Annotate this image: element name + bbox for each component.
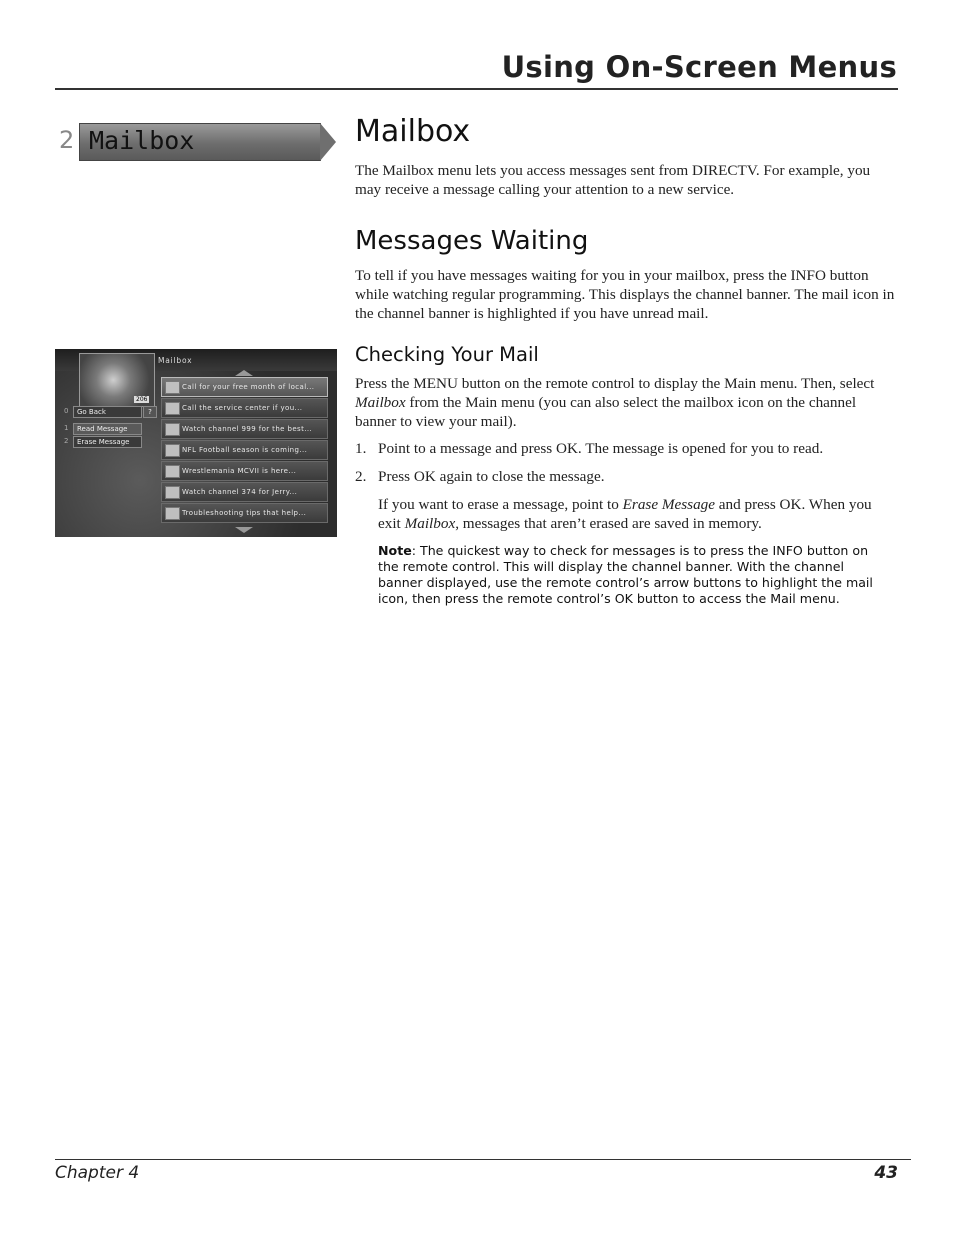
menu-number: 2 xyxy=(59,126,75,154)
scroll-down-icon xyxy=(235,527,253,533)
message-item: Call for your free month of local... xyxy=(161,377,328,397)
help-icon: ? xyxy=(143,406,157,418)
envelope-icon xyxy=(165,486,180,499)
side-item-erase-message: 2 Erase Message xyxy=(55,436,159,447)
message-item: Troubleshooting tips that help... xyxy=(161,503,328,523)
note: Note: The quickest way to check for messages is to press the INFO button on the remote control. This will display the channel banner. With the channel banner displayed, use the remote control’s arrow buttons to highlight the mail icon, then press the remote control’s OK button to access the Mail menu. xyxy=(378,543,873,606)
envelope-icon xyxy=(165,381,180,394)
page-header-title: Using On-Screen Menus xyxy=(501,50,897,84)
channel-number: 206 xyxy=(136,396,148,403)
menu-arrow-icon xyxy=(320,123,336,161)
mailbox-menu-tag xyxy=(55,122,337,162)
envelope-icon xyxy=(165,444,180,457)
messages-waiting-body: To tell if you have messages waiting for you in your mailbox, press the INFO button while watching regular programming. This displays the channel banner. The mail icon in the channel banner is highlighted if you have unread mail. xyxy=(355,267,895,322)
message-item: Watch channel 999 for the best... xyxy=(161,419,328,439)
screen-title: Mailbox xyxy=(158,356,193,365)
envelope-icon xyxy=(165,402,180,415)
scroll-up-icon xyxy=(235,370,253,376)
side-item-read-message: 1 Read Message xyxy=(55,423,159,434)
message-item: Wrestlemania MCVII is here... xyxy=(161,461,328,481)
footer-rule xyxy=(55,1159,911,1160)
messages-waiting-title: Messages Waiting xyxy=(355,226,589,256)
envelope-icon xyxy=(165,423,180,436)
checking-mail-body: Press the MENU button on the remote control to display the Main menu. Then, select Mailbox from the Main menu (you can also select the mailbox icon on the channel banner to view your mail). xyxy=(355,375,875,430)
checking-mail-title: Checking Your Mail xyxy=(355,343,539,366)
footer-chapter: Chapter 4 xyxy=(55,1163,140,1183)
menu-label: Mailbox xyxy=(89,126,195,155)
footer-page-number: 43 xyxy=(874,1163,898,1183)
envelope-icon xyxy=(165,465,180,478)
message-item: NFL Football season is coming... xyxy=(161,440,328,460)
message-item: Watch channel 374 for Jerry... xyxy=(161,482,328,502)
message-item: Call the service center if you... xyxy=(161,398,328,418)
mailbox-screen-image xyxy=(55,349,337,537)
side-item-go-back: 0 Go Back ? xyxy=(55,406,159,417)
erase-instructions: If you want to erase a message, point to Erase Message and press OK. When you exit Mailbox, messages that aren’t erased are saved in memory. xyxy=(378,496,872,532)
header-rule xyxy=(55,88,898,90)
section-intro: The Mailbox menu lets you access messages sent from DIRECTV. For example, you may receive a message calling your attention to a new service. xyxy=(355,162,871,198)
envelope-icon xyxy=(165,507,180,520)
section-title: Mailbox xyxy=(355,114,471,149)
